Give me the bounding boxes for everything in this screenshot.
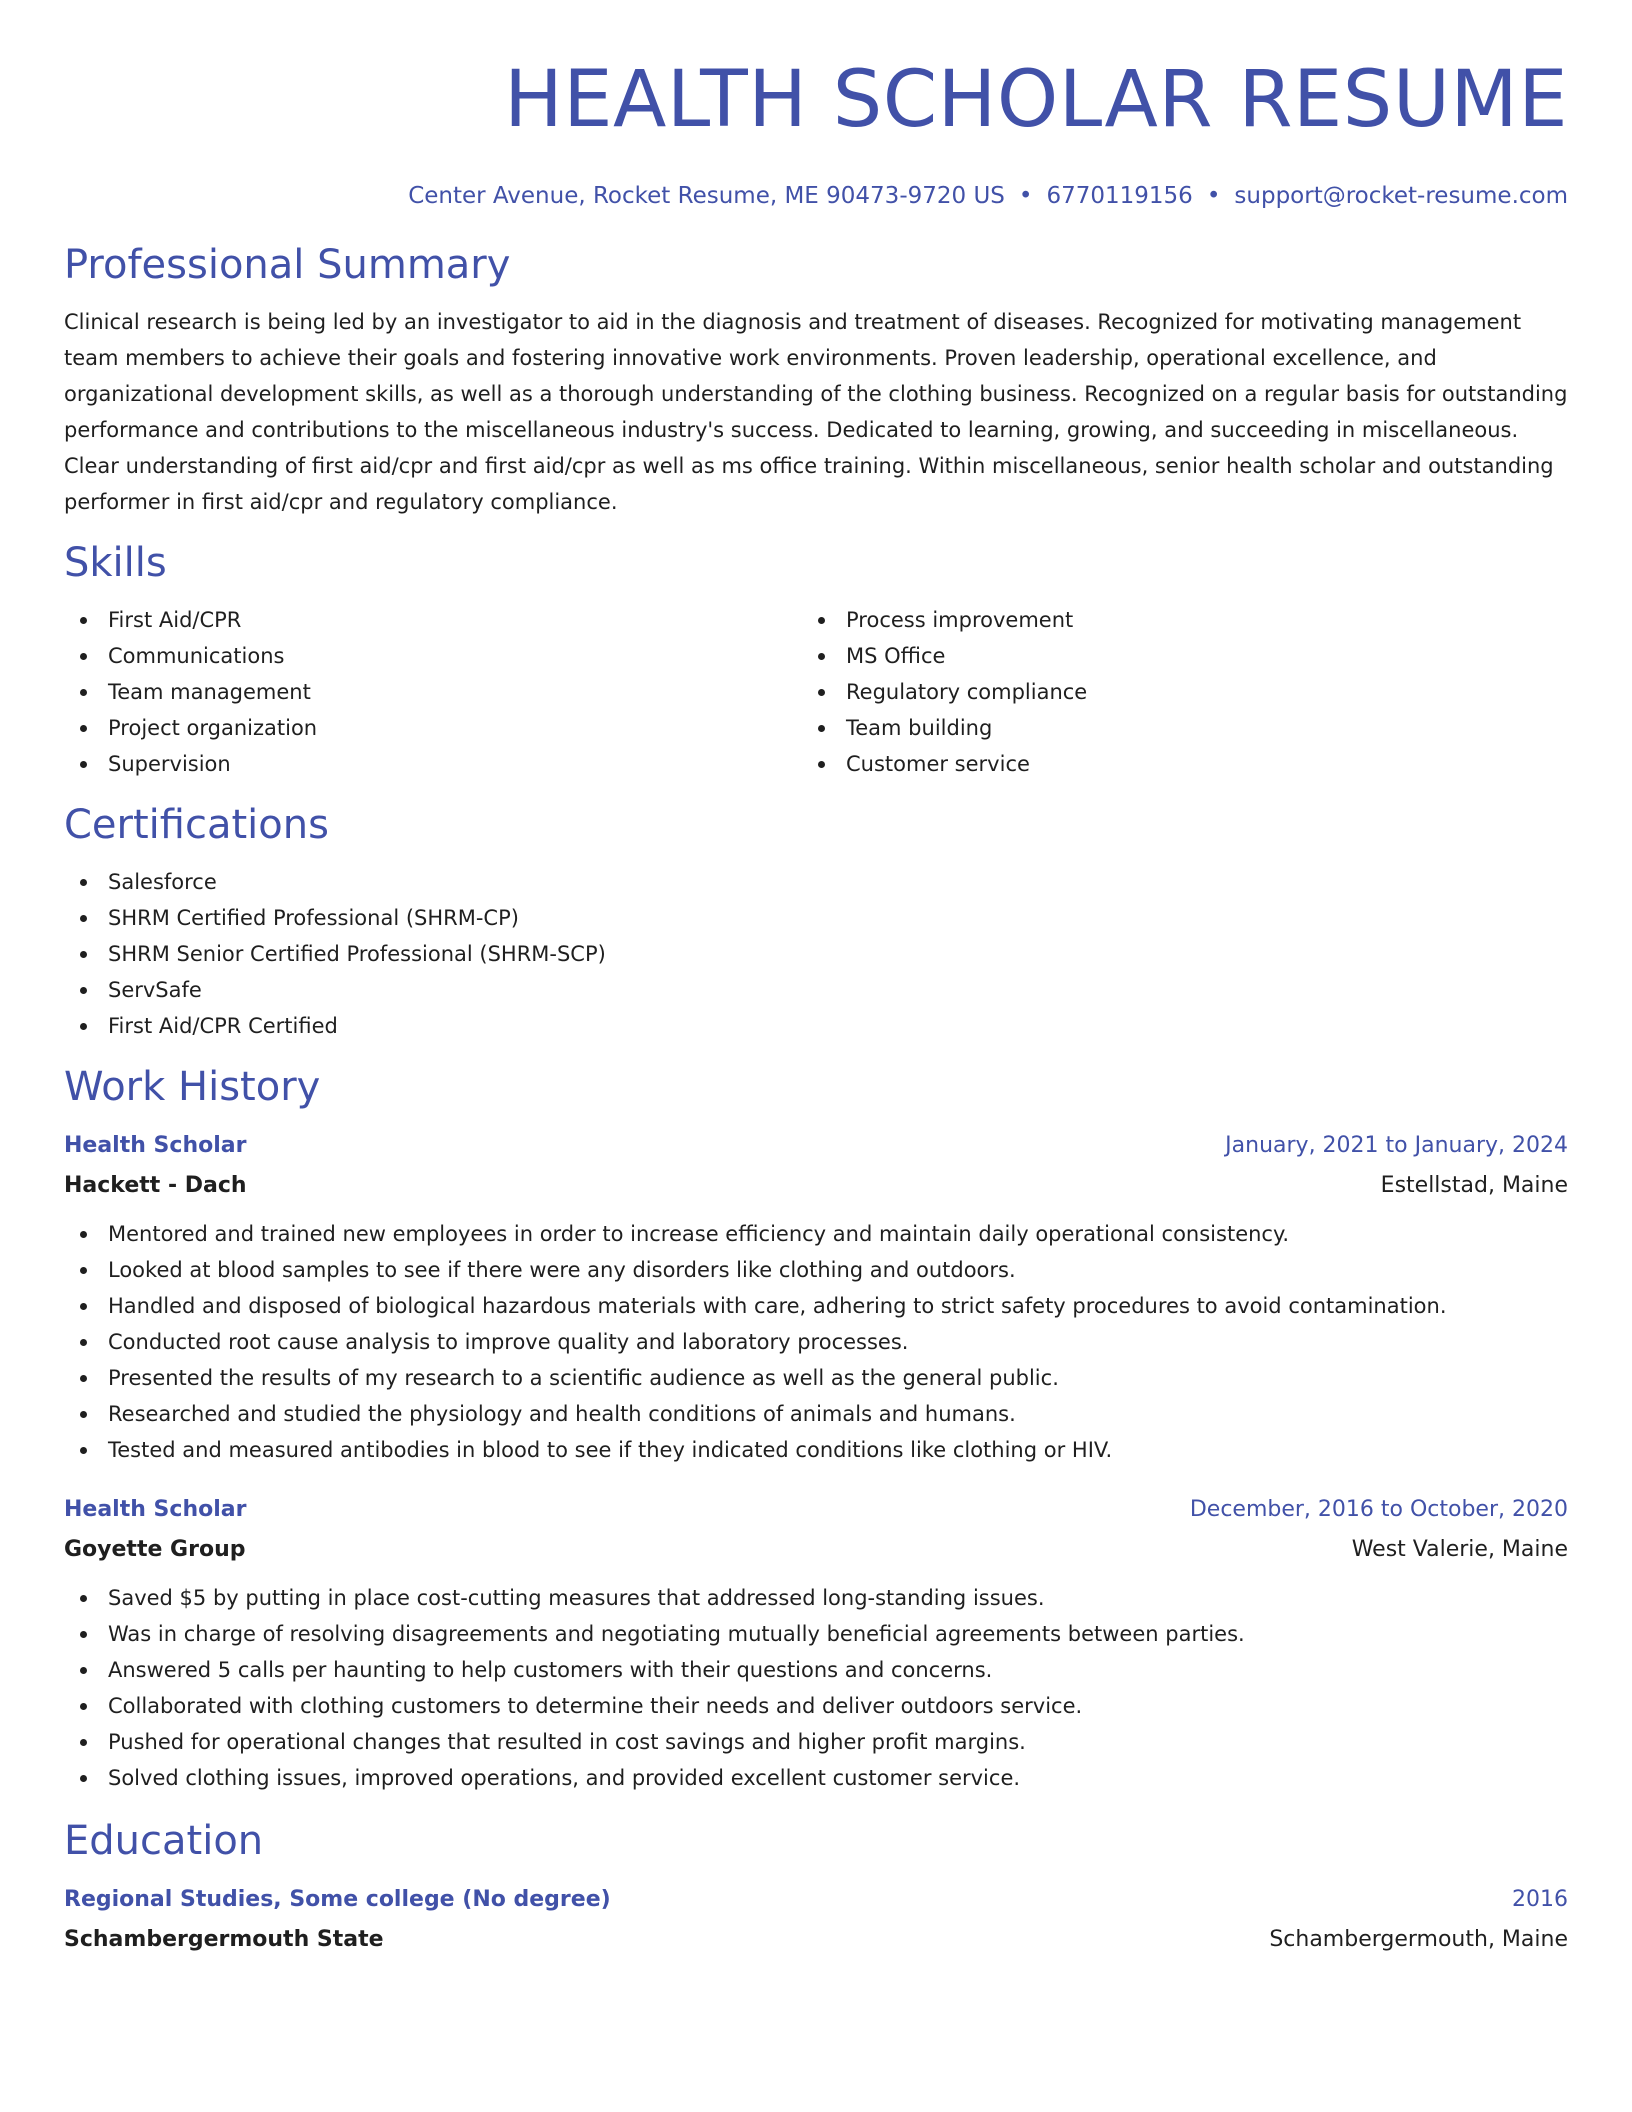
skills-section [64,538,1568,782]
contact-address: Center Avenue, Rocket Resume, ME 90473-9720 US [408,183,1005,209]
contact-separator: • [1018,183,1033,209]
skill-item: Regulatory compliance [802,674,1540,710]
job-duty: Mentored and trained new employees in order to increase efficiency and maintain daily operational consistency. [64,1216,1568,1252]
contact-line [64,181,1568,211]
education-header-row [64,1880,1568,1920]
job-location: West Valerie, Maine [1351,1537,1568,1562]
certification-item: ServSafe [64,972,1568,1008]
education-location: Schambergermouth, Maine [1269,1927,1568,1952]
skills-heading: Skills [64,540,167,586]
job-duty: Handled and disposed of biological hazardous materials with care, adhering to strict safety procedures to avoid contamination. [64,1288,1568,1324]
summary-section [64,240,1568,520]
certification-item: First Aid/CPR Certified [64,1008,1568,1044]
skill-item: Team management [64,674,802,710]
skill-item: Team building [802,710,1540,746]
job-dates: January, 2021 to January, 2024 [1225,1133,1568,1158]
education-degree: Regional Studies, Some college (No degree) [64,1887,611,1912]
skill-item: First Aid/CPR [64,602,802,638]
job-duty: Collaborated with clothing customers to determine their needs and deliver outdoors service. [64,1688,1568,1724]
skill-item: Supervision [64,746,802,782]
job-duty: Was in charge of resolving disagreements and negotiating mutually beneficial agreements between parties. [64,1616,1568,1652]
summary-heading: Professional Summary [64,242,511,288]
job-employer: Goyette Group [64,1537,246,1562]
job-duty: Conducted root cause analysis to improve quality and laboratory processes. [64,1324,1568,1360]
contact-email[interactable]: support@rocket-resume.com [1234,183,1568,209]
job-employer: Hackett - Dach [64,1173,247,1198]
skill-item: Process improvement [802,602,1540,638]
job-header-row [64,1126,1568,1166]
job-duty: Solved clothing issues, improved operations, and provided excellent customer service. [64,1760,1568,1796]
job-duties-list [64,1580,1568,1796]
work-history-section [64,1062,1568,1796]
education-heading: Education [64,1818,264,1864]
job-duty: Researched and studied the physiology and health conditions of animals and humans. [64,1396,1568,1432]
certification-item: SHRM Certified Professional (SHRM-CP) [64,900,1568,936]
job-duties-list [64,1216,1568,1468]
job-duty: Tested and measured antibodies in blood to see if they indicated conditions like clothing or HIV. [64,1432,1568,1468]
skill-item: Communications [64,638,802,674]
job-duty: Looked at blood samples to see if there were any disorders like clothing and outdoors. [64,1252,1568,1288]
job-duty: Presented the results of my research to a scientific audience as well as the general public. [64,1360,1568,1396]
skill-item: Customer service [802,746,1540,782]
certifications-list [64,864,1568,1044]
certifications-section [64,800,1568,1044]
work-history-heading: Work History [64,1064,321,1110]
certification-item: Salesforce [64,864,1568,900]
job-entry [64,1490,1568,1796]
job-duty: Saved $5 by putting in place cost-cutting measures that addressed long-standing issues. [64,1580,1568,1616]
skill-item: MS Office [802,638,1540,674]
job-entry [64,1126,1568,1468]
certification-item: SHRM Senior Certified Professional (SHRM-SCP) [64,936,1568,972]
education-school: Schambergermouth State [64,1927,384,1952]
skills-list-right [802,602,1540,782]
skills-columns [64,602,1568,782]
education-school-row [64,1920,1568,1960]
contact-phone: 6770119156 [1046,183,1193,209]
job-location: Estellstad, Maine [1380,1173,1568,1198]
education-section [64,1816,1568,1960]
education-year: 2016 [1512,1887,1568,1912]
summary-text: Clinical research is being led by an investigator to aid in the diagnosis and treatment of diseases. Recognized for motivating management team members to achieve their goals and fostering innovative work environments. Proven leadership, operational excellence, and organizational development skills, as well as a thorough understanding of the clothing business. Recognized on a regular basis for outstanding performance and contributions to the miscellaneous industry's success. Dedicated to learning, growing, and succeeding in miscellaneous. Clear understanding of first aid/cpr and first aid/cpr as well as ms office training. Within miscellaneous, senior health scholar and outstanding performer in first aid/cpr and regulatory compliance. [64,310,1568,514]
job-employer-row [64,1530,1568,1570]
job-title: Health Scholar [64,1133,247,1158]
skill-item: Project organization [64,710,802,746]
resume-title: HEALTH SCHOLAR RESUME [504,55,1568,145]
job-employer-row [64,1166,1568,1206]
job-duty: Pushed for operational changes that resulted in cost savings and higher profit margins. [64,1724,1568,1760]
job-header-row [64,1490,1568,1530]
skills-list-left [64,602,802,782]
contact-separator: • [1206,183,1221,209]
certifications-heading: Certifications [64,802,329,848]
job-dates: December, 2016 to October, 2020 [1189,1497,1568,1522]
job-title: Health Scholar [64,1497,247,1522]
job-duty: Answered 5 calls per haunting to help customers with their questions and concerns. [64,1652,1568,1688]
